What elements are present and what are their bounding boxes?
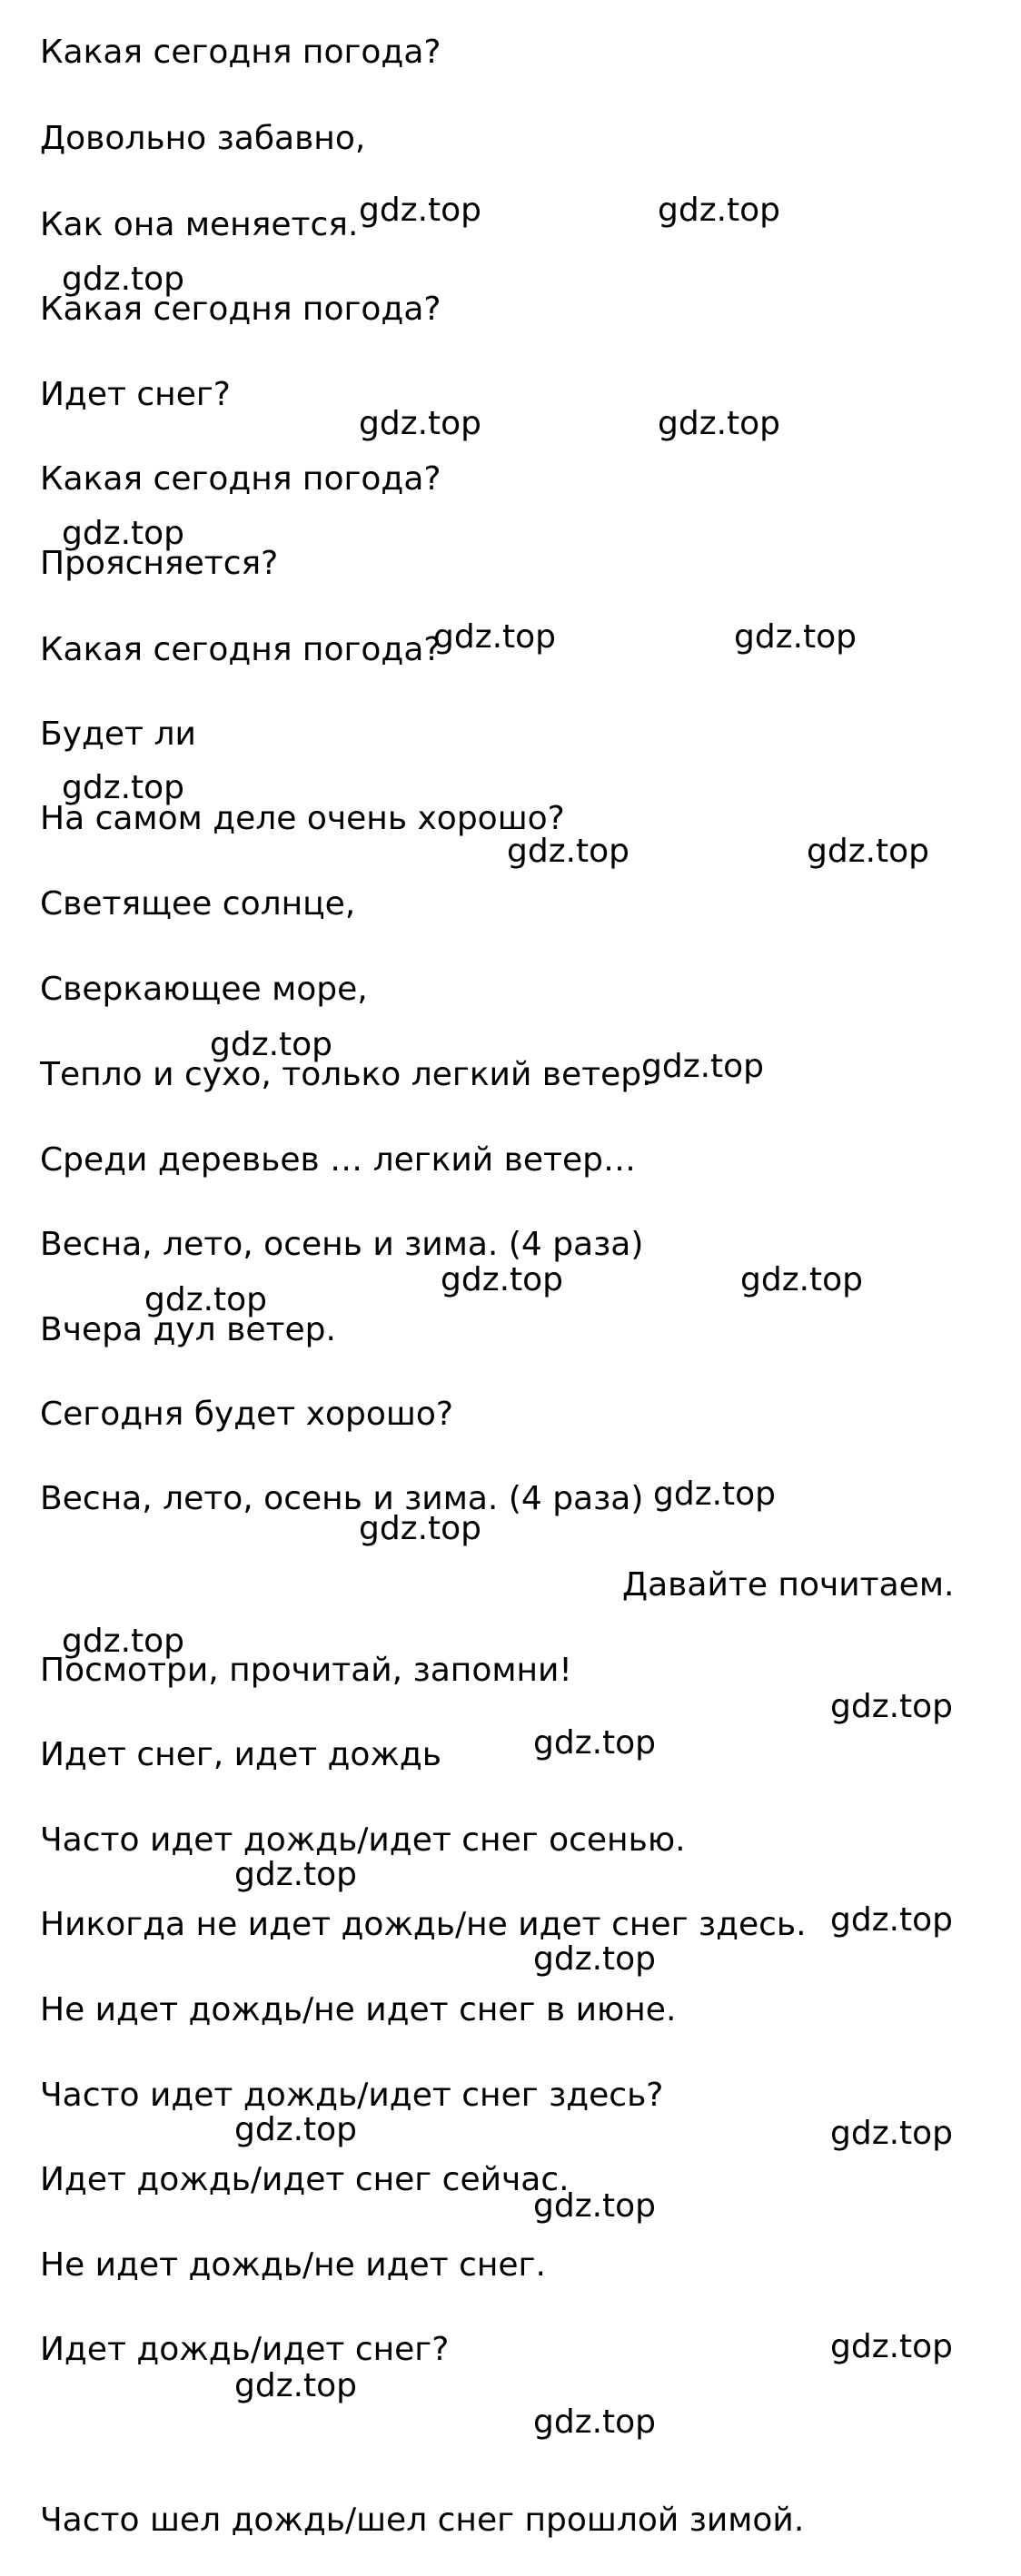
watermark: gdz.top bbox=[144, 1281, 268, 1318]
watermark: gdz.top bbox=[359, 192, 482, 229]
text-line: Идет дождь/идет снег сейчас. bbox=[40, 2161, 570, 2198]
watermark: gdz.top bbox=[533, 2403, 657, 2441]
text-line: Не идет дождь/не идет снег. bbox=[40, 2246, 546, 2284]
text-line: Весна, лето, осень и зима. (4 раза) bbox=[40, 1480, 644, 1517]
text-line: Будет ли bbox=[40, 716, 196, 753]
text-line: Какая сегодня погода? bbox=[40, 34, 441, 71]
text-line: Проясняется? bbox=[40, 545, 279, 582]
watermark: gdz.top bbox=[433, 618, 557, 656]
text-line: Часто шел дождь/шел снег прошлой зимой. bbox=[40, 2502, 805, 2539]
watermark: gdz.top bbox=[62, 261, 185, 298]
text-line: Сверкающее море, bbox=[40, 971, 368, 1008]
text-line: Светящее солнце, bbox=[40, 885, 356, 923]
text-line: Часто идет дождь/идет снег здесь? bbox=[40, 2077, 664, 2114]
watermark: gdz.top bbox=[830, 1688, 954, 1725]
watermark: gdz.top bbox=[830, 2328, 954, 2365]
text-line: Вчера дул ветер. bbox=[40, 1311, 336, 1348]
watermark: gdz.top bbox=[359, 1510, 482, 1547]
text-line: Никогда не идет дождь/не идет снег здесь. bbox=[40, 1906, 807, 1943]
watermark: gdz.top bbox=[740, 1261, 864, 1298]
watermark: gdz.top bbox=[533, 1940, 657, 1978]
text-line: Какая сегодня погода? bbox=[40, 631, 441, 668]
watermark: gdz.top bbox=[234, 2111, 358, 2148]
watermark: gdz.top bbox=[830, 2115, 954, 2152]
text-line: Какая сегодня погода? bbox=[40, 460, 441, 498]
text-line: Идет снег? bbox=[40, 376, 231, 413]
text-line: Часто идет дождь/идет снег осенью. bbox=[40, 1821, 686, 1859]
watermark: gdz.top bbox=[653, 1476, 777, 1513]
watermark: gdz.top bbox=[234, 1856, 358, 1893]
text-line: Какая сегодня погода? bbox=[40, 291, 441, 328]
watermark: gdz.top bbox=[234, 2367, 358, 2404]
text-line: Весна, лето, осень и зима. (4 раза) bbox=[40, 1226, 644, 1263]
watermark: gdz.top bbox=[641, 1048, 765, 1085]
watermark: gdz.top bbox=[658, 192, 781, 229]
watermark: gdz.top bbox=[533, 1724, 657, 1762]
watermark: gdz.top bbox=[359, 405, 482, 442]
watermark: gdz.top bbox=[62, 1623, 185, 1660]
text-line: Идет снег, идет дождь bbox=[40, 1736, 441, 1773]
section-heading: Давайте почитаем. bbox=[622, 1566, 955, 1604]
text-line: На самом деле очень хорошо? bbox=[40, 800, 565, 837]
text-line: Тепло и сухо, только легкий ветер. bbox=[40, 1056, 652, 1093]
text-line: Довольно забавно, bbox=[40, 120, 366, 157]
watermark: gdz.top bbox=[533, 2187, 657, 2225]
watermark: gdz.top bbox=[807, 833, 930, 870]
text-line: Сегодня будет хорошо? bbox=[40, 1396, 453, 1433]
watermark: gdz.top bbox=[441, 1261, 564, 1298]
text-line: Не идет дождь/не идет снег в июне. bbox=[40, 1991, 677, 2028]
watermark: gdz.top bbox=[734, 618, 857, 656]
watermark: gdz.top bbox=[830, 1901, 954, 1939]
watermark: gdz.top bbox=[658, 405, 781, 442]
watermark: gdz.top bbox=[62, 769, 185, 806]
text-line: Среди деревьев … легкий ветер… bbox=[40, 1141, 636, 1179]
watermark: gdz.top bbox=[62, 515, 185, 552]
text-line: Идет дождь/идет снег? bbox=[40, 2331, 450, 2368]
text-line: Посмотри, прочитай, запомни! bbox=[40, 1652, 572, 1689]
watermark: gdz.top bbox=[210, 1026, 333, 1063]
watermark: gdz.top bbox=[507, 833, 630, 870]
text-line: Как она меняется. bbox=[40, 206, 359, 243]
